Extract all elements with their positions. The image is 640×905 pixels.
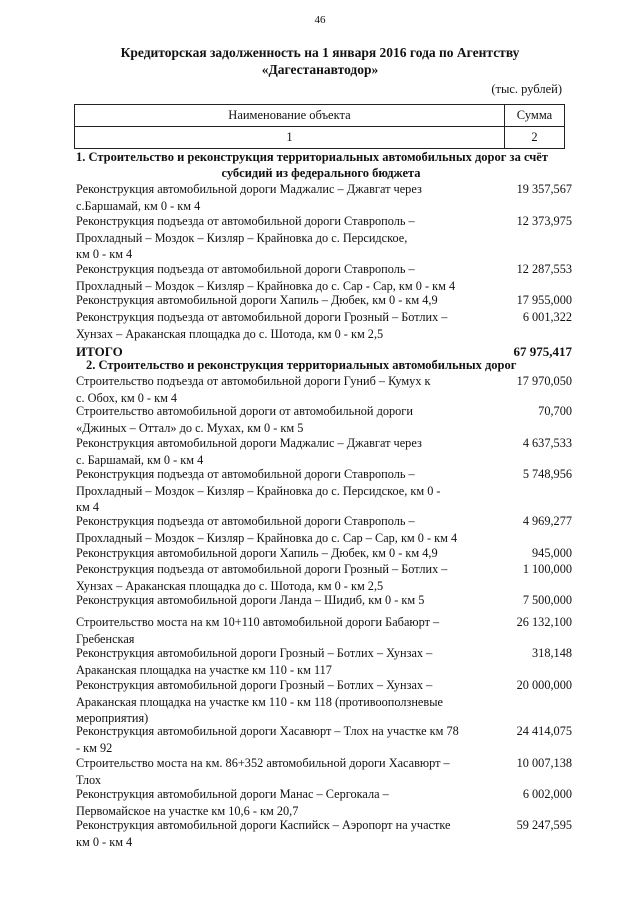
row-name: Реконструкция автомобильной дороги Манас – Сергокала – bbox=[76, 787, 389, 801]
row-value: 12 287,553 bbox=[516, 262, 572, 276]
table-row bbox=[76, 561, 572, 594]
row-name: Реконструкция автомобильной дороги Маджалис – Джавгат через bbox=[76, 436, 422, 450]
table-row bbox=[76, 261, 572, 294]
row-name: км 0 - км 4 bbox=[76, 834, 133, 849]
row-value: 4 637,533 bbox=[522, 436, 572, 450]
row-name: Реконструкция автомобильной дороги Маджалис – Джавгат через bbox=[76, 182, 422, 196]
row-value: 12 373,975 bbox=[516, 214, 572, 228]
row-value: 945,000 bbox=[532, 546, 572, 560]
row-name: Реконструкция подъезда от автомобильной дороги Ставрополь – bbox=[76, 214, 415, 228]
table-row bbox=[76, 614, 572, 647]
row-name: Реконструкция автомобильной дороги Грозный – Ботлих – Хунзах – bbox=[76, 678, 433, 692]
row-value: 24 414,075 bbox=[516, 724, 572, 738]
table-row bbox=[76, 292, 572, 309]
row-name: км 0 - км 4 bbox=[76, 247, 133, 261]
table-row bbox=[76, 592, 572, 609]
row-name: Строительство моста на км 10+110 автомобильной дороги Бабаюрт – bbox=[76, 615, 440, 629]
row-value: 5 748,956 bbox=[522, 467, 572, 481]
table-row bbox=[76, 435, 572, 468]
row-value: 318,148 bbox=[532, 646, 572, 660]
row-name: с. Баршамай, км 0 - км 4 bbox=[76, 452, 204, 467]
page-number: 46 bbox=[314, 14, 326, 26]
row-name: Строительство моста на км. 86+352 автомобильной дороги Хасавюрт – bbox=[76, 756, 450, 770]
row-name: Реконструкция подъезда от автомобильной дороги Ставрополь – bbox=[76, 467, 415, 481]
header-sum: Сумма bbox=[516, 108, 553, 122]
section-1-line-1: 1. Строительство и реконструкция территориальных автомобильных дорог за счёт bbox=[76, 150, 548, 164]
table-row bbox=[76, 817, 572, 850]
row-value: 6 002,000 bbox=[522, 787, 572, 801]
row-value: 6 001,322 bbox=[522, 310, 572, 324]
row-name: Строительство автомобильной дороги от автомобильной дороги bbox=[76, 404, 413, 418]
section-2-heading bbox=[86, 357, 576, 373]
row-name: Хунзах – Араканская площадка до с. Шотода, км 0 - км 2,5 bbox=[76, 578, 384, 593]
row-name: Прохладный – Моздок – Кизляр – Крайновка до с. Персидское, bbox=[76, 230, 408, 245]
table-row bbox=[76, 786, 572, 819]
row-name: Прохладный – Моздок – Кизляр – Крайновка до с. Персидское, км 0 - bbox=[76, 483, 441, 498]
row-name: Строительство подъезда от автомобильной дороги Гуниб – Кумух к bbox=[76, 374, 431, 388]
row-name: Реконструкция автомобильной дороги Хасавюрт – Тлох на участке км 78 bbox=[76, 724, 459, 738]
table-row bbox=[76, 403, 572, 436]
row-value: 70,700 bbox=[538, 404, 572, 418]
row-value: 17 955,000 bbox=[516, 293, 572, 307]
title-line-2: «Дагестанавтодор» bbox=[261, 62, 379, 77]
row-name: Реконструкция автомобильной дороги Каспийск – Аэропорт на участке bbox=[76, 818, 451, 832]
row-name: с. Обох, км 0 - км 4 bbox=[76, 390, 178, 405]
row-name: Гребенская bbox=[76, 631, 135, 646]
row-name: Прохладный – Моздок – Кизляр – Крайновка до с. Сар - Сар, км 0 - км 4 bbox=[76, 278, 456, 293]
row-name: мероприятия) bbox=[76, 711, 149, 725]
row-name: Первомайское на участке км 10,6 - км 20,7 bbox=[76, 803, 299, 818]
row-name: - км 92 bbox=[76, 740, 113, 755]
row-name: «Джиных – Оттал» до с. Мухах, км 0 - км 5 bbox=[76, 420, 304, 435]
row-name: Реконструкция автомобильной дороги Хапиль – Дюбек, км 0 - км 4,9 bbox=[76, 293, 438, 307]
units-label: (тыс. рублей) bbox=[491, 82, 562, 96]
row-name: Араканская площадка на участке км 110 - км 117 bbox=[76, 662, 332, 677]
table-row bbox=[76, 755, 572, 788]
section-1-line-2: субсидий из федерального бюджета bbox=[221, 166, 421, 180]
table-row bbox=[76, 373, 572, 406]
row-name: Реконструкция автомобильной дороги Грозный – Ботлих – Хунзах – bbox=[76, 646, 433, 660]
total-label: ИТОГО bbox=[76, 344, 123, 359]
row-name: Араканская площадка на участке км 110 - км 118 (противооползневые bbox=[76, 694, 443, 709]
row-value: 4 969,277 bbox=[522, 514, 572, 528]
row-name: Реконструкция автомобильной дороги Хапиль – Дюбек, км 0 - км 4,9 bbox=[76, 546, 438, 560]
row-name: Реконструкция подъезда от автомобильной дороги Ставрополь – bbox=[76, 514, 415, 528]
table-row bbox=[76, 181, 572, 214]
row-value: 7 500,000 bbox=[522, 593, 572, 607]
row-value: 59 247,595 bbox=[516, 818, 572, 832]
table-row bbox=[76, 513, 572, 546]
row-value: 26 132,100 bbox=[516, 615, 572, 629]
header-col-2: 2 bbox=[531, 130, 538, 144]
row-name: км 4 bbox=[76, 500, 99, 514]
row-name: с.Баршамай, км 0 - км 4 bbox=[76, 198, 201, 213]
row-value: 20 000,000 bbox=[516, 678, 572, 692]
row-name: Реконструкция автомобильной дороги Ланда – Шидиб, км 0 - км 5 bbox=[76, 593, 425, 607]
row-name: Прохладный – Моздок – Кизляр – Крайновка до с. Сар – Сар, км 0 - км 4 bbox=[76, 530, 458, 545]
row-name: Хунзах – Араканская площадка до с. Шотода, км 0 - км 2,5 bbox=[76, 326, 384, 341]
table-row bbox=[76, 645, 572, 678]
table-row bbox=[76, 309, 572, 342]
title-line-1: Кредиторская задолженность на 1 января 2016 года по Агентству bbox=[120, 45, 520, 60]
row-value: 19 357,567 bbox=[516, 182, 572, 196]
total-value: 67 975,417 bbox=[513, 344, 572, 359]
header-name: Наименование объекта bbox=[75, 105, 505, 126]
row-name: Тлох bbox=[76, 772, 102, 787]
table-row bbox=[76, 723, 572, 756]
row-value: 1 100,000 bbox=[522, 562, 572, 576]
row-value: 17 970,050 bbox=[516, 374, 572, 388]
row-name: Реконструкция подъезда от автомобильной дороги Грозный – Ботлих – bbox=[76, 310, 448, 324]
document-title bbox=[0, 44, 640, 78]
section-1-heading bbox=[76, 149, 566, 181]
row-name: Реконструкция подъезда от автомобильной дороги Грозный – Ботлих – bbox=[76, 562, 448, 576]
table-row bbox=[76, 213, 572, 263]
table-row bbox=[76, 545, 572, 562]
section-2-line-1: 2. Строительство и реконструкция территориальных автомобильных дорог bbox=[86, 358, 517, 372]
row-value: 10 007,138 bbox=[516, 756, 572, 770]
row-name: Реконструкция подъезда от автомобильной дороги Ставрополь – bbox=[76, 262, 415, 276]
table-row bbox=[76, 466, 572, 516]
table-header bbox=[74, 104, 565, 149]
table-row bbox=[76, 677, 572, 727]
header-col-1: 1 bbox=[75, 127, 505, 148]
